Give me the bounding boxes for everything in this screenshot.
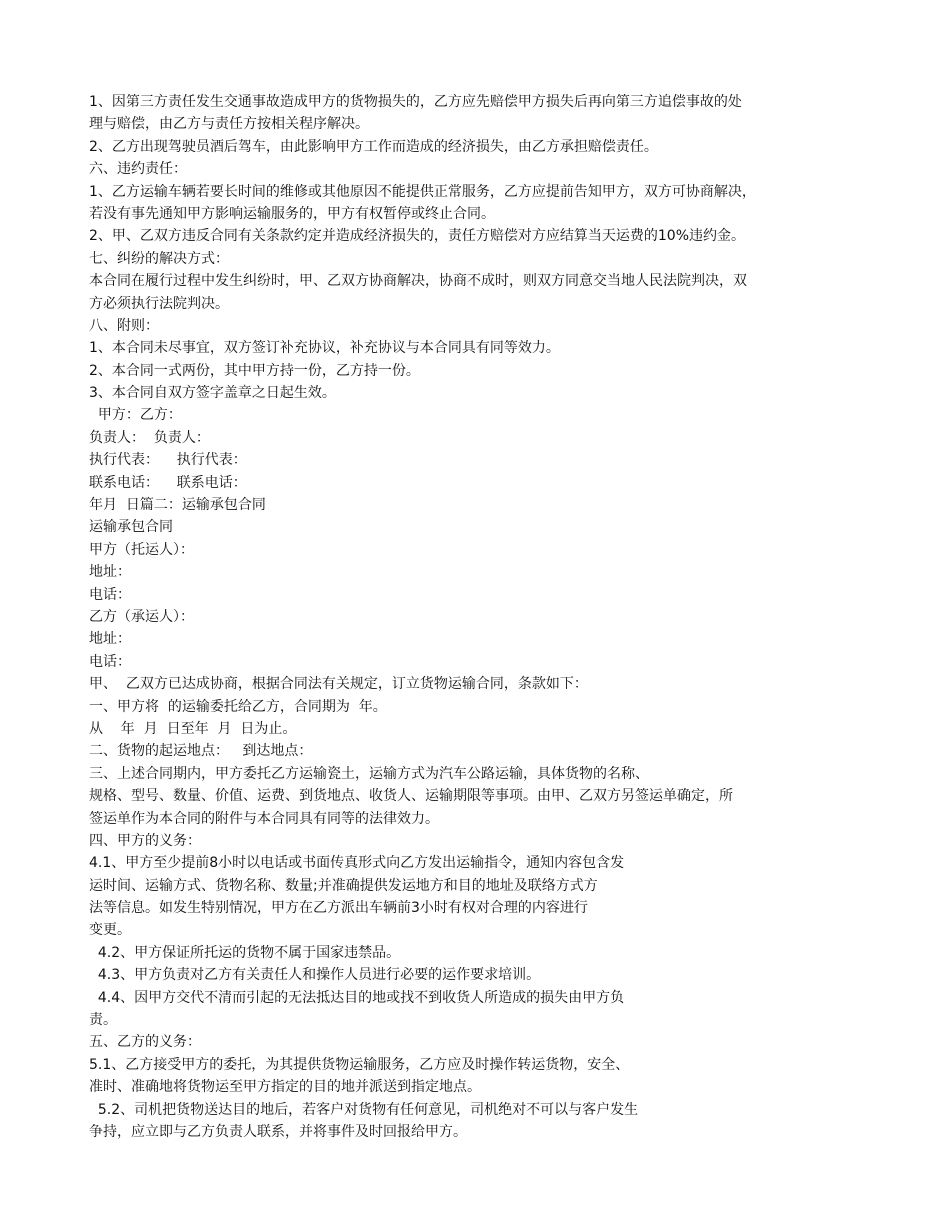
text-line: 理与赔偿，由乙方与责任方按相关程序解决。 [89, 116, 369, 133]
signature-line: 执行代表： 执行代表： [89, 452, 247, 469]
text-line: 5.2、司机把货物送达目的地后，若客户对货物有任何意见，司机绝对不可以与客户发生 [89, 1101, 639, 1118]
text-line: 法等信息。如发生特别情况，甲方在乙方派出车辆前3小时有权对合理的内容进行 [89, 900, 588, 917]
text-line: 2、甲、乙双方违反合同有关条款约定并造成经济损失的，责任方赔偿对方应结算当天运费的10%违约金。 [89, 228, 746, 245]
section-heading: 六、违约责任： [89, 161, 187, 178]
signature-line: 甲方：乙方： [89, 407, 182, 424]
document-body [89, 91, 869, 1143]
text-line: 若没有事先通知甲方影响运输服务的，甲方有权暂停或终止合同。 [89, 205, 495, 222]
party-field: 电话： [89, 653, 131, 670]
text-line: 一、甲方将 的运输委托给乙方，合同期为 年。 [89, 698, 387, 715]
text-line: 4.4、因甲方交代不清而引起的无法抵达目的地或找不到收货人所造成的损失由甲方负 [89, 989, 625, 1006]
signature-line: 负责人： 负责人： [89, 429, 210, 446]
text-line: 准时、准确地将货物运至甲方指定的目的地并派送到指定地点。 [89, 1079, 481, 1096]
party-field: 地址： [89, 564, 131, 581]
text-line: 运时间、运输方式、货物名称、数量;并准确提供发运地方和目的地址及联络方式方 [89, 877, 598, 894]
text-line: 规格、型号、数量、价值、运费、到货地点、收货人、运输期限等事项。由甲、乙双方另签运单确定，所 [89, 788, 733, 805]
party-field: 电话： [89, 586, 131, 603]
text-line: 年月 日篇二：运输承包合同 [89, 497, 266, 514]
text-line: 争持，应立即与乙方负责人联系，并将事件及时回报给甲方。 [89, 1123, 467, 1140]
party-field: 地址： [89, 631, 131, 648]
section-heading: 八、附则： [89, 317, 159, 334]
section-heading: 四、甲方的义务： [89, 832, 201, 849]
text-line: 2、乙方出现驾驶员酒后驾车，由此影响甲方工作而造成的经济损失，由乙方承担赔偿责任。 [89, 138, 658, 155]
signature-line: 联系电话： 联系电话： [89, 474, 247, 491]
document-title: 运输承包合同 [89, 519, 173, 536]
text-line: 3、本合同自双方签字盖章之日起生效。 [89, 385, 336, 402]
text-line: 甲、 乙双方已达成协商，根据合同法有关规定，订立货物运输合同，条款如下： [89, 676, 588, 693]
text-line: 4.2、甲方保证所托运的货物不属于国家违禁品。 [89, 944, 401, 961]
text-line: 5.1、乙方接受甲方的委托，为其提供货物运输服务，乙方应及时操作转运货物，安全、 [89, 1056, 630, 1073]
text-line: 2、本合同一式两份，其中甲方持一份，乙方持一份。 [89, 362, 420, 379]
section-heading: 七、纠纷的解决方式： [89, 250, 229, 267]
text-line: 变更。 [89, 922, 131, 939]
text-line: 本合同在履行过程中发生纠纷时，甲、乙双方协商解决，协商不成时，则双方同意交当地人民法院判决，双 [89, 273, 747, 290]
party-field: 乙方（承运人）： [89, 608, 194, 625]
text-line: 责。 [89, 1012, 117, 1029]
text-line: 从 年 月 日至年 月 日为止。 [89, 720, 297, 737]
text-line: 4.1、甲方至少提前8小时以电话或书面传真形式向乙方发出运输指令，通知内容包含发 [89, 855, 625, 872]
text-line: 1、本合同未尽事宜，双方签订补充协议，补充协议与本合同具有同等效力。 [89, 340, 560, 357]
section-heading: 五、乙方的义务： [89, 1034, 201, 1051]
text-line: 1、乙方运输车辆若要长时间的维修或其他原因不能提供正常服务，乙方应提前告知甲方，双方可协商解决， [89, 183, 756, 200]
text-line: 二、货物的起运地点： 到达地点： [89, 743, 313, 760]
text-line: 方必须执行法院判决。 [89, 295, 229, 312]
text-line: 4.3、甲方负责对乙方有关责任人和操作人员进行必要的运作要求培训。 [89, 967, 541, 984]
text-line: 三、上述合同期内，甲方委托乙方运输瓷土，运输方式为汽车公路运输，具体货物的名称、 [89, 765, 649, 782]
text-line: 1、因第三方责任发生交通事故造成甲方的货物损失的，乙方应先赔偿甲方损失后再向第三方追偿事故的处 [89, 94, 742, 110]
text-line: 签运单作为本合同的附件与本合同具有同等的法律效力。 [89, 810, 439, 827]
party-field: 甲方（托运人）： [89, 541, 194, 558]
